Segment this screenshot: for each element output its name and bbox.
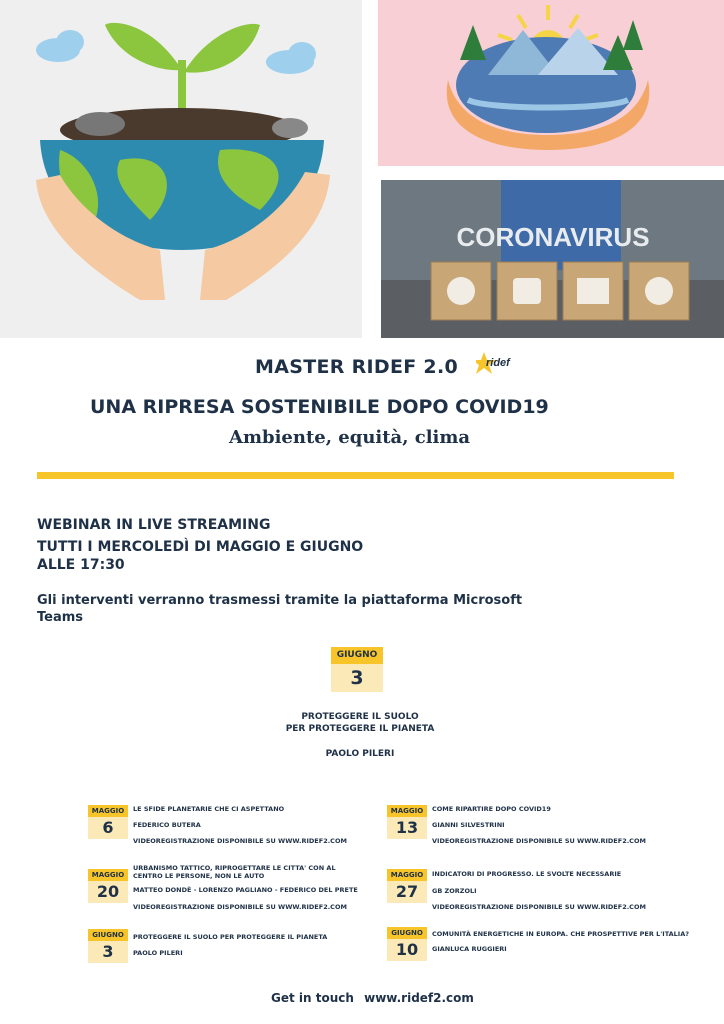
event-date-badge <box>387 805 427 839</box>
event-date-badge <box>88 805 128 839</box>
coronavirus-blocks-image <box>381 180 724 338</box>
event-title-line-2: CENTRO LE PERSONE, NON LE AUTO <box>133 872 265 880</box>
event-date-badge <box>387 927 427 961</box>
yellow-divider <box>37 472 674 479</box>
event-date-badge <box>88 929 128 963</box>
webinar-info-line-2: TUTTI I MERCOLEDÌ DI MAGGIO E GIUGNO <box>37 539 364 555</box>
nature-hug-image <box>378 0 724 166</box>
earth-hands-image <box>0 0 362 338</box>
event-recording-note: VIDEOREGISTRAZIONE DISPONIBILE SU WWW.RIDEF2.COM <box>432 837 646 845</box>
event-month: MAGGIO <box>387 869 427 881</box>
event-speaker: FEDERICO BUTERA <box>133 821 201 829</box>
event-title: PROTEGGERE IL SUOLO PER PROTEGGERE IL PIANETA <box>133 933 328 941</box>
event-title: INDICATORI DI PROGRESSO. LE SVOLTE NECESSARIE <box>432 870 622 878</box>
footer-url-link[interactable]: www.ridef2.com <box>364 991 474 1005</box>
event-speaker: GB ZORZOLI <box>432 887 477 895</box>
event-title: COME RIPARTIRE DOPO COVID19 <box>432 805 551 813</box>
webinar-info-line-1: WEBINAR IN LIVE STREAMING <box>37 517 271 533</box>
event-month: MAGGIO <box>88 805 128 817</box>
event-date-badge <box>88 869 128 903</box>
event-recording-note: VIDEOREGISTRAZIONE DISPONIBILE SU WWW.RIDEF2.COM <box>133 837 347 845</box>
main-title: MASTER RIDEF 2.0 <box>255 356 458 378</box>
featured-title <box>200 711 520 735</box>
featured-month: GIUGNO <box>331 647 383 664</box>
event-day: 3 <box>88 941 128 963</box>
event-month: MAGGIO <box>88 869 128 881</box>
event-day: 20 <box>88 881 128 903</box>
subtitle: UNA RIPRESA SOSTENIBILE DOPO COVID19 <box>90 396 549 418</box>
event-month: GIUGNO <box>387 927 427 939</box>
event-recording-note: VIDEOREGISTRAZIONE DISPONIBILE SU WWW.RIDEF2.COM <box>432 903 646 911</box>
featured-date-badge <box>331 647 383 692</box>
event-date-badge <box>387 869 427 903</box>
footer-label: Get in touch <box>271 991 354 1005</box>
event-speaker: PAOLO PILERI <box>133 949 183 957</box>
event-title: LE SFIDE PLANETARIE CHE CI ASPETTANO <box>133 805 285 813</box>
event-month: MAGGIO <box>387 805 427 817</box>
event-day: 10 <box>387 939 427 961</box>
event-speaker: GIANLUCA RUGGIERI <box>432 945 507 953</box>
event-title: COMUNITÀ ENERGETICHE IN EUROPA. CHE PROSPETTIVE PER L'ITALIA? <box>432 930 690 938</box>
featured-day: 3 <box>331 664 383 692</box>
featured-title-line-1: PROTEGGERE IL SUOLO <box>301 712 419 722</box>
logo-text: ridef <box>486 357 510 369</box>
event-recording-note: VIDEOREGISTRAZIONE DISPONIBILE SU WWW.RIDEF2.COM <box>133 903 347 911</box>
event-day: 6 <box>88 817 128 839</box>
event-title-line-1: URBANISMO TATTICO, RIPROGETTARE LE CITTA' CON AL <box>133 864 336 872</box>
event-day: 13 <box>387 817 427 839</box>
event-day: 27 <box>387 881 427 903</box>
platform-note: Gli interventi verranno trasmessi tramite la piattaforma Microsoft Teams <box>37 593 523 625</box>
coronavirus-caption: CORONAVIRUS <box>456 222 650 252</box>
ridef-logo <box>476 350 522 376</box>
tagline: Ambiente, equità, clima <box>229 427 471 448</box>
featured-speaker: PAOLO PILERI <box>325 749 395 759</box>
webinar-info-line-3: ALLE 17:30 <box>37 557 125 573</box>
footer <box>271 991 480 1005</box>
event-speaker: GIANNI SILVESTRINI <box>432 821 505 829</box>
event-speaker: MATTEO DONDÈ - LORENZO PAGLIANO - FEDERICO DEL PRETE <box>133 886 358 894</box>
featured-title-line-2: PER PROTEGGERE IL PIANETA <box>285 724 435 734</box>
event-month: GIUGNO <box>88 929 128 941</box>
